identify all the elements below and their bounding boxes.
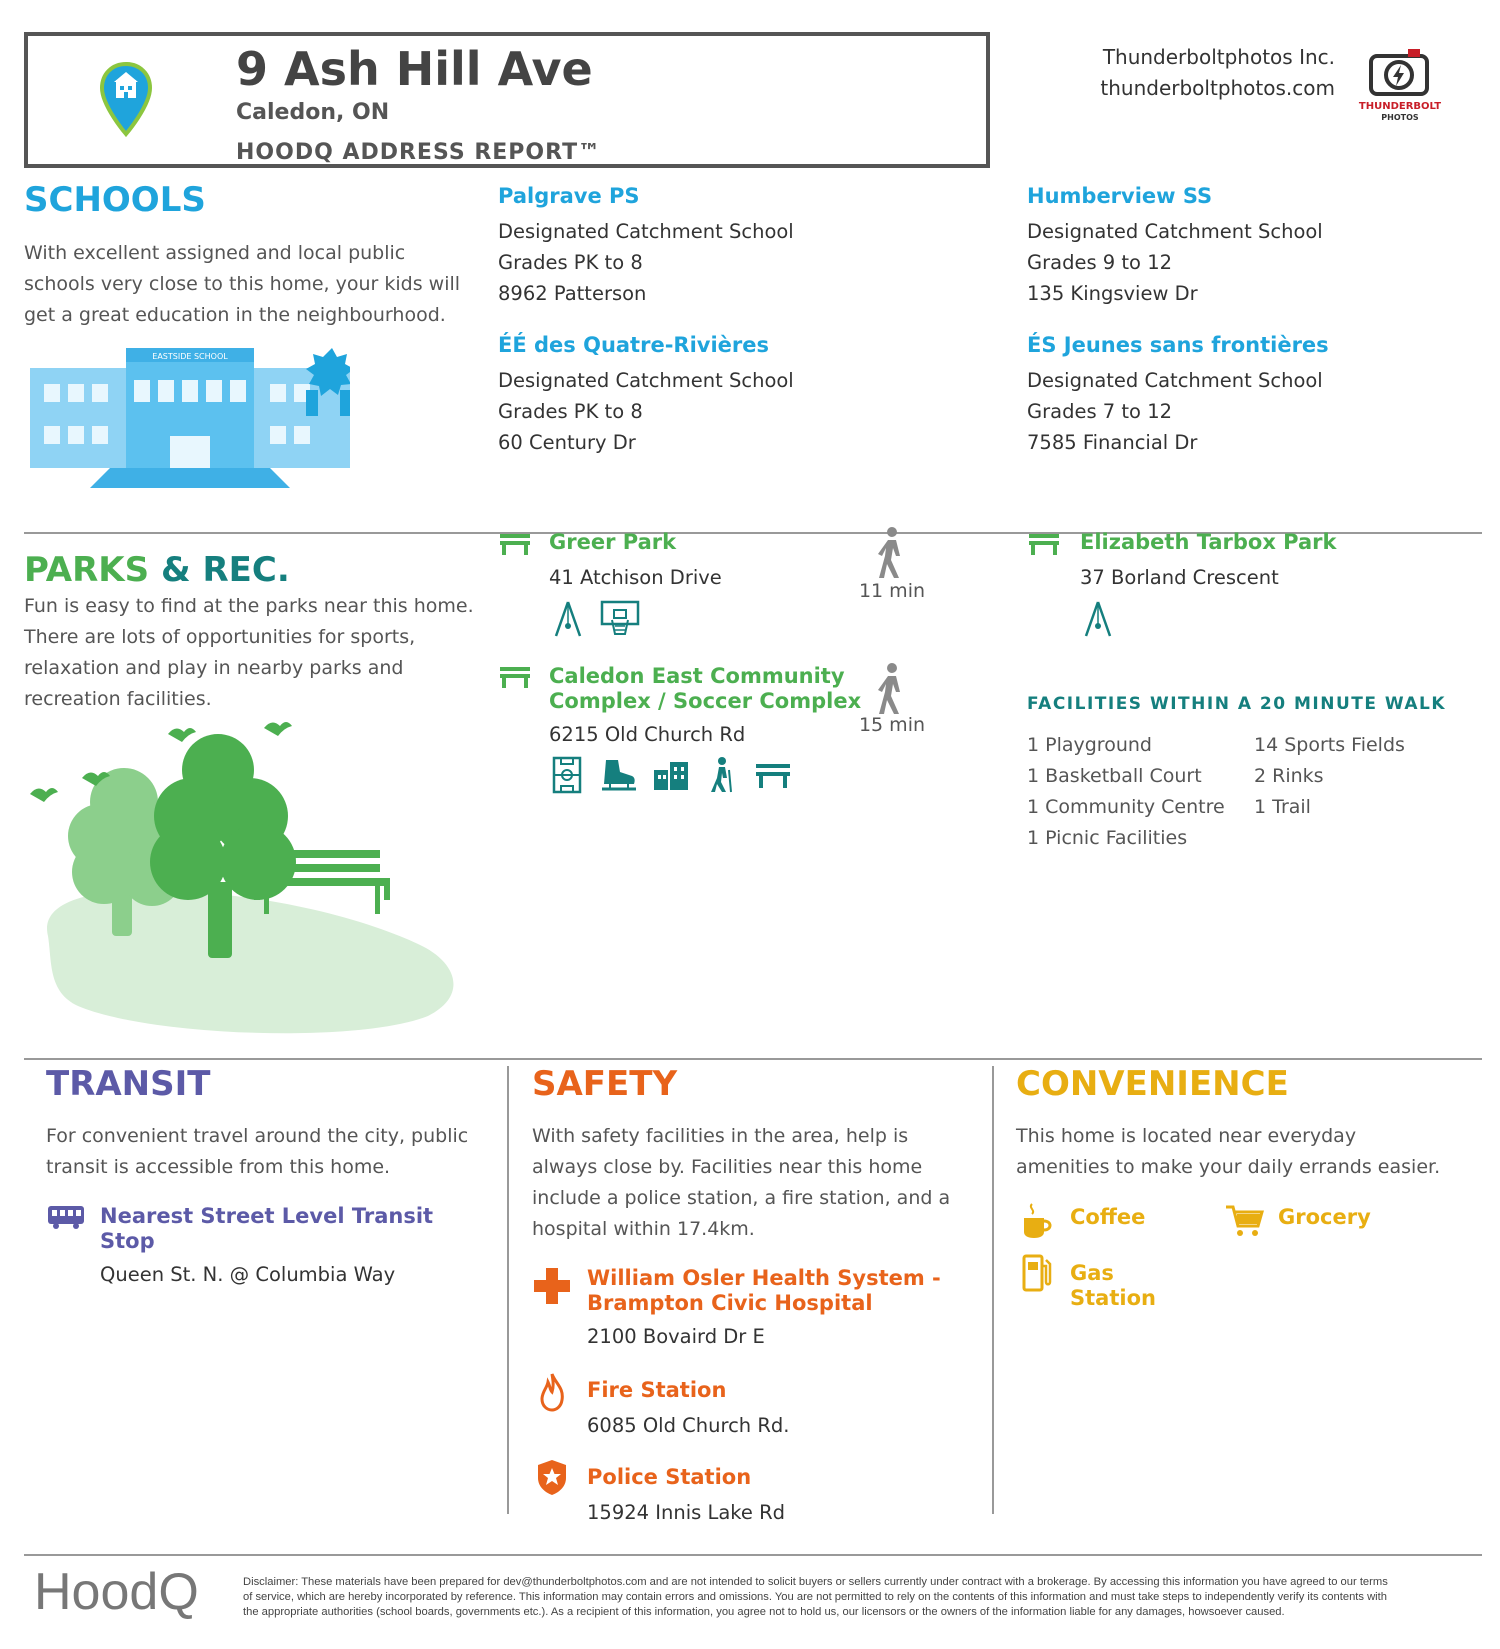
park-item-elizabeth-tarbox[interactable] — [1080, 530, 1337, 593]
park-name[interactable]: Greer Park — [549, 530, 677, 554]
safety-blurb-line: hospital within 17.4km. — [532, 1218, 755, 1240]
parks-title-b: & REC. — [160, 550, 290, 590]
schools-blurb — [24, 238, 460, 331]
column-divider — [507, 1066, 509, 1514]
school-type: Designated Catchment School — [498, 220, 794, 243]
address-title: 9 Ash Hill Ave — [236, 42, 593, 96]
transit-blurb — [46, 1121, 468, 1183]
company-info — [1100, 42, 1335, 104]
fire-station-address: 6085 Old Church Rd. — [587, 1414, 790, 1437]
school-address: 7585 Financial Dr — [1027, 431, 1198, 454]
school-item-2[interactable] — [1027, 184, 1467, 309]
parks-blurb-line: Fun is easy to find at the parks near this home. — [24, 595, 474, 617]
walking-person-icon — [872, 526, 912, 580]
facilities-list-right — [1254, 730, 1405, 823]
facility-item: 2 Rinks — [1254, 765, 1324, 787]
parks-blurb-line: relaxation and play in nearby parks and — [24, 657, 404, 679]
facility-item: 1 Trail — [1254, 796, 1311, 818]
park-name-line[interactable]: Complex / Soccer Complex — [549, 689, 862, 713]
safety-blurb-line: With safety facilities in the area, help is — [532, 1125, 909, 1147]
facilities-title: FACILITIES WITHIN A 20 MINUTE WALK — [1027, 694, 1447, 714]
logo-text-top: THUNDERBOLT — [1358, 101, 1442, 112]
bus-icon — [46, 1204, 86, 1230]
school-item-4[interactable] — [1027, 333, 1467, 458]
parks-blurb-line: There are lots of opportunities for sports, — [24, 626, 416, 648]
gas-station-label[interactable]: Station — [1070, 1286, 1156, 1310]
facility-item: 1 Community Centre — [1027, 796, 1225, 818]
swing-icon — [552, 600, 584, 638]
park-address: 6215 Old Church Rd — [549, 723, 746, 746]
police-station-address: 15924 Innis Lake Rd — [587, 1501, 786, 1524]
transit-stop-address: Queen St. N. @ Columbia Way — [100, 1263, 396, 1286]
school-grades: Grades PK to 8 — [498, 251, 643, 274]
fire-flame-icon — [538, 1372, 566, 1412]
safety-blurb-line: always close by. Facilities near this home — [532, 1156, 923, 1178]
walking-person-icon — [872, 662, 912, 716]
fire-station-name[interactable]: Fire Station — [587, 1378, 727, 1402]
disclaimer — [243, 1575, 1488, 1620]
hospital-cross-icon — [532, 1266, 572, 1306]
safety-police-station[interactable] — [587, 1465, 785, 1528]
logo-text-bottom: PHOTOS — [1381, 113, 1419, 122]
transit-blurb-line: For convenient travel around the city, public — [46, 1125, 469, 1147]
facilities-list-left — [1027, 730, 1225, 854]
basketball-hoop-icon — [600, 600, 640, 636]
park-address: 41 Atchison Drive — [549, 566, 722, 589]
convenience-grocery[interactable]: Grocery — [1278, 1205, 1371, 1229]
disclaimer-line: the appropriate authorities (school boards, governments etc.). As a recipient of this information, you agree not to hold us, our licensors or the owners of the information liable for any damages, howsoever caused. — [243, 1606, 1285, 1618]
safety-fire-station[interactable] — [587, 1378, 790, 1441]
parks-blurb-line: recreation facilities. — [24, 688, 212, 710]
school-type: Designated Catchment School — [498, 369, 794, 392]
ice-skate-icon — [600, 758, 638, 792]
facility-item: 1 Playground — [1027, 734, 1152, 756]
park-address: 37 Borland Crescent — [1080, 566, 1279, 589]
park-name-line[interactable]: Caledon East Community — [549, 664, 845, 688]
convenience-blurb — [1016, 1121, 1440, 1183]
school-address: 135 Kingsview Dr — [1027, 282, 1198, 305]
section-divider — [24, 1058, 1482, 1060]
picnic-bench-icon — [754, 762, 792, 790]
footer-divider — [24, 1554, 1482, 1556]
school-grades: Grades 9 to 12 — [1027, 251, 1173, 274]
bench-icon — [498, 665, 532, 689]
schools-title: SCHOOLS — [24, 180, 206, 220]
police-badge-icon — [536, 1458, 568, 1496]
column-divider — [992, 1066, 994, 1514]
parks-blurb — [24, 591, 474, 715]
school-item-3[interactable] — [498, 333, 938, 458]
police-station-name[interactable]: Police Station — [587, 1465, 752, 1489]
schools-blurb-line: With excellent assigned and local public — [24, 242, 406, 264]
facility-item: 14 Sports Fields — [1254, 734, 1405, 756]
convenience-gas-station[interactable] — [1070, 1261, 1156, 1311]
gas-pump-icon — [1022, 1252, 1052, 1292]
home-pin-icon — [98, 60, 154, 140]
safety-blurb — [532, 1121, 950, 1245]
facility-item: 1 Picnic Facilities — [1027, 827, 1188, 849]
soccer-field-icon — [552, 756, 582, 794]
logo-text — [1350, 101, 1450, 123]
school-grades: Grades PK to 8 — [498, 400, 643, 423]
school-address: 60 Century Dr — [498, 431, 636, 454]
school-item-1[interactable] — [498, 184, 938, 309]
transit-title: TRANSIT — [46, 1064, 211, 1104]
gas-station-label[interactable]: Gas — [1070, 1261, 1114, 1285]
school-name[interactable]: Humberview SS — [1027, 184, 1213, 208]
school-name[interactable]: ÉS Jeunes sans frontières — [1027, 333, 1329, 357]
community-centre-icon — [652, 758, 690, 792]
hiking-trail-icon — [708, 756, 734, 794]
city-label: Caledon, ON — [236, 100, 390, 125]
park-item-caledon-east[interactable] — [549, 664, 861, 750]
school-name[interactable]: ÉÉ des Quatre-Rivières — [498, 333, 770, 357]
park-illustration — [28, 706, 474, 1040]
park-name[interactable]: Elizabeth Tarbox Park — [1080, 530, 1337, 554]
school-building-illustration — [30, 340, 350, 492]
transit-blurb-line: transit is accessible from this home. — [46, 1156, 391, 1178]
school-type: Designated Catchment School — [1027, 369, 1323, 392]
facility-item: 1 Basketball Court — [1027, 765, 1202, 787]
safety-title: SAFETY — [532, 1064, 678, 1104]
school-sign-text: EASTSIDE SCHOOL — [152, 352, 228, 361]
convenience-blurb-line: amenities to make your daily errands easier. — [1016, 1156, 1441, 1178]
schools-blurb-line: schools very close to this home, your kids will — [24, 273, 461, 295]
schools-blurb-line: get a great education in the neighbourhood. — [24, 304, 446, 326]
shopping-cart-icon — [1224, 1204, 1264, 1238]
disclaimer-line: Disclaimer: These materials have been prepared for dev@thunderboltphotos.com and are not intended to solicit buyers or sellers currently under contract with a brokerage. By accessing this information you have agreed to our terms — [243, 1576, 1388, 1588]
swing-icon — [1082, 600, 1114, 638]
safety-hospital[interactable] — [587, 1266, 941, 1352]
walk-time: 11 min — [858, 580, 926, 602]
company-name: Thunderboltphotos Inc. — [1102, 45, 1335, 69]
walk-time: 15 min — [858, 714, 926, 736]
park-item-greer[interactable] — [549, 530, 722, 593]
hoodq-logo[interactable]: HoodQ — [34, 1563, 199, 1621]
school-address: 8962 Patterson — [498, 282, 647, 305]
report-label: HOODQ ADDRESS REPORT™ — [236, 140, 602, 165]
camera-logo-icon — [1368, 46, 1430, 98]
hospital-name[interactable]: Brampton Civic Hospital — [587, 1291, 873, 1315]
school-grades: Grades 7 to 12 — [1027, 400, 1173, 423]
convenience-coffee[interactable]: Coffee — [1070, 1205, 1146, 1229]
hospital-address: 2100 Bovaird Dr E — [587, 1325, 765, 1348]
transit-stop-title[interactable]: Nearest Street Level Transit — [100, 1204, 434, 1228]
parks-title — [24, 550, 290, 590]
transit-stop[interactable] — [100, 1204, 433, 1290]
school-name[interactable]: Palgrave PS — [498, 184, 640, 208]
coffee-cup-icon — [1020, 1202, 1054, 1240]
bench-icon — [1027, 532, 1061, 556]
bench-icon — [498, 532, 532, 556]
safety-blurb-line: include a police station, a fire station, and a — [532, 1187, 951, 1209]
hospital-name[interactable]: William Osler Health System - — [587, 1266, 941, 1290]
convenience-blurb-line: This home is located near everyday — [1016, 1125, 1357, 1147]
school-type: Designated Catchment School — [1027, 220, 1323, 243]
parks-title-a: PARKS — [24, 550, 150, 590]
convenience-title: CONVENIENCE — [1016, 1064, 1289, 1104]
company-url[interactable]: thunderboltphotos.com — [1100, 76, 1335, 100]
transit-stop-title[interactable]: Stop — [100, 1229, 155, 1253]
disclaimer-line: of service, which are hereby incorporated by reference. This information may contain errors and omissions. You are not permitted to rely on the contents of this information and must take steps to independently verify its contents with — [243, 1591, 1387, 1603]
